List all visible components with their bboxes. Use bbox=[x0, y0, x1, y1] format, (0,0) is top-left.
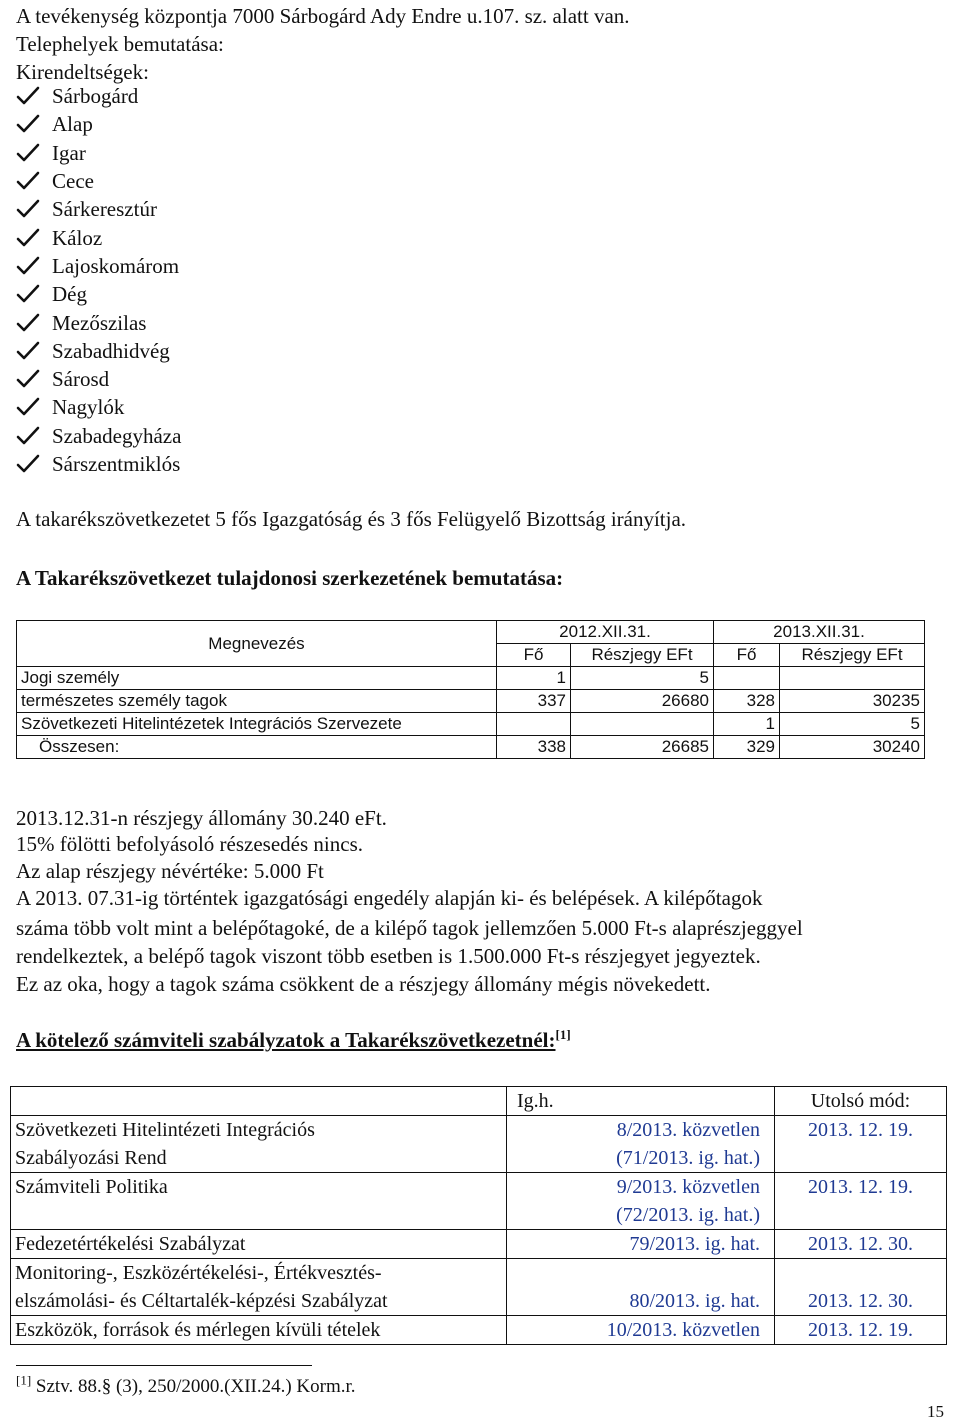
rules-table bbox=[10, 1086, 947, 1345]
headquarters-text: A tevékenység központja 7000 Sárbogárd Ady Endre u.107. sz. alatt van. bbox=[16, 4, 630, 28]
note-line: rendelkeztek, a belépő tagok viszont több esetben is 1.500.000 Ft-s részjegyet jegyeztek. bbox=[16, 944, 761, 968]
check-icon bbox=[16, 453, 40, 475]
table-row bbox=[17, 713, 925, 736]
ownership-table bbox=[16, 620, 925, 759]
footnote-ref: [1] bbox=[16, 1372, 32, 1388]
check-icon bbox=[16, 198, 40, 220]
branch-name: Cece bbox=[52, 169, 94, 194]
check-icon bbox=[16, 283, 40, 305]
footnote-text: Sztv. 88. bbox=[31, 1376, 102, 1397]
rule-name: Monitoring-, Eszközértékelési-, Értékvesztés- elszámolási- és Céltartalék-képzési Szabályzat bbox=[11, 1259, 507, 1316]
rule-name: Eszközök, források és mérlegen kívüli tételek bbox=[11, 1316, 507, 1345]
rules-title bbox=[16, 1026, 571, 1054]
governance-text: A takarékszövetkezetet 5 fős Igazgatóság és 3 fős Felügyelő Bizottság irányítja. bbox=[16, 507, 687, 531]
row-name: Összesen: bbox=[17, 736, 497, 759]
list-item bbox=[16, 223, 181, 251]
branch-list bbox=[16, 82, 181, 478]
fo-header-2: Fő bbox=[714, 644, 780, 667]
branch-name: Dég bbox=[52, 282, 87, 307]
table-row bbox=[17, 690, 925, 713]
list-item bbox=[16, 450, 181, 478]
rule-date: 2013. 12. 19. bbox=[775, 1116, 947, 1173]
table-row bbox=[17, 667, 925, 690]
sites-title: Telephelyek bemutatása: bbox=[16, 32, 224, 56]
share-header-2: Részjegy EFt bbox=[780, 644, 925, 667]
cell-share1: 26685 bbox=[571, 736, 714, 759]
branch-name: Igar bbox=[52, 140, 86, 165]
rule-date: 2013. 12. 19. bbox=[775, 1316, 947, 1345]
check-icon bbox=[16, 425, 40, 447]
table-row bbox=[11, 1173, 947, 1230]
list-item bbox=[16, 195, 181, 223]
cell-fo2: 1 bbox=[714, 713, 780, 736]
cell-fo1: 337 bbox=[497, 690, 571, 713]
branch-name: Sárszentmiklós bbox=[52, 452, 181, 476]
cell-fo2 bbox=[714, 667, 780, 690]
branch-name: Sárosd bbox=[52, 367, 110, 392]
check-icon bbox=[16, 85, 40, 107]
rule-date: 2013. 12. 30. bbox=[775, 1230, 947, 1259]
page-number: 15 bbox=[927, 1402, 944, 1421]
check-icon bbox=[16, 340, 40, 362]
row-name: Jogi személy bbox=[17, 667, 497, 690]
note-line: Ez az oka, hogy a tagok száma csökkent de a részjegy állomány mégis növekedett. bbox=[16, 972, 711, 996]
check-icon bbox=[16, 227, 40, 249]
cell-fo1: 338 bbox=[497, 736, 571, 759]
cell-fo2: 329 bbox=[714, 736, 780, 759]
cell-fo2: 328 bbox=[714, 690, 780, 713]
check-icon bbox=[16, 170, 40, 192]
footnote-divider bbox=[16, 1365, 312, 1366]
table-row bbox=[11, 1230, 947, 1259]
cell-share2 bbox=[780, 667, 925, 690]
branch-name: Káloz bbox=[52, 225, 103, 250]
list-item bbox=[16, 280, 181, 308]
list-item bbox=[16, 252, 181, 280]
row-name: természetes személy tagok bbox=[17, 690, 497, 713]
cell-share2: 5 bbox=[780, 713, 925, 736]
share-header-1: Részjegy EFt bbox=[571, 644, 714, 667]
rule-name: Számviteli Politika bbox=[11, 1173, 507, 1230]
branch-name: Lajoskomárom bbox=[52, 253, 180, 278]
branch-name: Alap bbox=[52, 112, 93, 137]
note-line: Az alap részjegy névértéke: 5.000 Ft bbox=[16, 859, 324, 883]
section-sign: § bbox=[101, 1376, 112, 1397]
row-name: Szövetkezeti Hitelintézetek Integrációs Szervezete bbox=[17, 713, 497, 736]
table-row bbox=[17, 736, 925, 759]
table-row bbox=[11, 1116, 947, 1173]
cell-share2: 30240 bbox=[780, 736, 925, 759]
rule-name: Szövetkezeti Hitelintézeti Integrációs Szabályozási Rend bbox=[11, 1116, 507, 1173]
footnote bbox=[16, 1372, 356, 1398]
rule-ig: 8/2013. közvetlen (71/2013. ig. hat.) bbox=[507, 1116, 775, 1173]
branch-name: Nagylók bbox=[52, 395, 125, 420]
list-item bbox=[16, 422, 181, 450]
rule-ig: 9/2013. közvetlen (72/2013. ig. hat.) bbox=[507, 1173, 775, 1230]
note-line: száma több volt mint a belépőtagoké, de a kilépő tagok jellemzően 5.000 Ft-s alaprészjeggyel bbox=[16, 916, 803, 940]
list-item bbox=[16, 82, 181, 110]
year1-header: 2012.XII.31. bbox=[497, 621, 714, 644]
check-icon bbox=[16, 396, 40, 418]
branches-title: Kirendeltségek: bbox=[16, 60, 149, 84]
note-line: 15% fölötti befolyásoló részesedés nincs. bbox=[16, 832, 363, 856]
branch-name: Szabadegyháza bbox=[52, 423, 182, 448]
ig-header: Ig.h. bbox=[507, 1087, 775, 1116]
fo-header-1: Fő bbox=[497, 644, 571, 667]
check-icon bbox=[16, 142, 40, 164]
name-header: Megnevezés bbox=[17, 621, 497, 667]
check-icon bbox=[16, 368, 40, 390]
footnote-text-2: (3), 250/2000.(XII.24.) Korm.r. bbox=[111, 1376, 356, 1397]
cell-fo1: 1 bbox=[497, 667, 571, 690]
list-item bbox=[16, 139, 181, 167]
cell-share1: 5 bbox=[571, 667, 714, 690]
note-line: A 2013. 07.31-ig történtek igazgatósági engedély alapján ki- és belépések. A kilépőtagok bbox=[16, 886, 763, 910]
list-item bbox=[16, 167, 181, 195]
list-item bbox=[16, 110, 181, 138]
rule-date: 2013. 12. 19. bbox=[775, 1173, 947, 1230]
rule-name: Fedezetértékelési Szabályzat bbox=[11, 1230, 507, 1259]
check-icon bbox=[16, 312, 40, 334]
rule-ig: 80/2013. ig. hat. bbox=[507, 1259, 775, 1316]
cell-share1: 26680 bbox=[571, 690, 714, 713]
branch-name: Sárbogárd bbox=[52, 84, 139, 109]
cell-share1 bbox=[571, 713, 714, 736]
note-line: 2013.12.31-n részjegy állomány 30.240 eFt. bbox=[16, 806, 387, 830]
ownership-title: A Takarékszövetkezet tulajdonosi szerkezetének bemutatása: bbox=[16, 566, 564, 590]
check-icon bbox=[16, 113, 40, 135]
branch-name: Mezőszilas bbox=[52, 310, 147, 335]
list-item bbox=[16, 365, 181, 393]
branch-name: Sárkeresztúr bbox=[52, 197, 157, 222]
year2-header: 2013.XII.31. bbox=[714, 621, 925, 644]
rule-ig: 79/2013. ig. hat. bbox=[507, 1230, 775, 1259]
list-item bbox=[16, 393, 181, 421]
last-mod-header: Utolsó mód: bbox=[775, 1087, 947, 1116]
rules-title-text: A kötelező számviteli szabályzatok a Takarékszövetkezetnél: bbox=[16, 1028, 556, 1052]
rules-title-ref: [1] bbox=[555, 1027, 571, 1042]
rule-date: 2013. 12. 30. bbox=[775, 1259, 947, 1316]
cell-share2: 30235 bbox=[780, 690, 925, 713]
table-row bbox=[11, 1316, 947, 1345]
cell-fo1 bbox=[497, 713, 571, 736]
rule-ig: 10/2013. közvetlen bbox=[507, 1316, 775, 1345]
table-row bbox=[11, 1259, 947, 1316]
check-icon bbox=[16, 255, 40, 277]
branch-name: Szabadhidvég bbox=[52, 338, 170, 363]
list-item bbox=[16, 308, 181, 336]
list-item bbox=[16, 337, 181, 365]
